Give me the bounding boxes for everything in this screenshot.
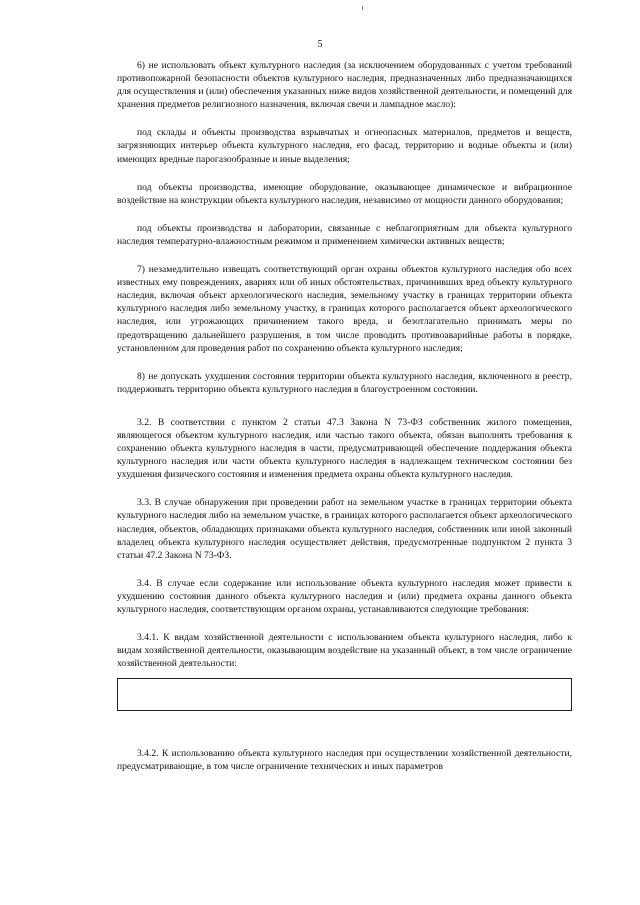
paragraph-3-3: 3.3. В случае обнаружения при проведении работ на земельном участке в границах территории объекта культурного наследия либо на земельном участке, в границах которого располагается объект археологического наследия, объектов, обладающих признаками объекта культурного наследия, собственник или иной законный владелец объекта культурного наследия осуществляет действия, предусмотренные подпунктом 2 пункта 3 статьи 47.2 Закона N 73-ФЗ.: [117, 497, 572, 561]
document-body: [117, 59, 572, 789]
paragraph-laboratories: под объекты производства и лаборатории, связанные с неблагоприятным для объекта культурного наследия температурно-влажностным режимом и применением химически активных веществ;: [117, 222, 572, 247]
paragraph-production-equipment: под объекты производства, имеющие оборудование, оказывающее динамическое и вибрационное воздействие на конструкции объекта культурного наследия, независимо от мощности данного оборудования;: [117, 181, 572, 206]
paragraph-3-2: 3.2. В соответствии с пунктом 2 статьи 47.3 Закона N 73-ФЗ собственник жилого помещения, являющегося объектом культурного наследия, или частью такого объекта, обязан выполнять требования к сохранению объекта культурного наследия в части, предусматривающей обеспечение поддержания объекта культурного наследия или части объекта культурного наследия в надлежащем техническом состоянии без ухудшения физического состояния и изменения предмета охраны объекта культурного наследия.: [117, 416, 572, 481]
paragraph-3-4-1: 3.4.1. К видам хозяйственной деятельности с использованием объекта культурного наследия, либо к видам хозяйственной деятельности, оказывающим воздействие на указанный объект, в том числе ограничение хозяйственной деятельности:: [117, 632, 572, 670]
paragraph-item-6: 6) не использовать объект культурного наследия (за исключением оборудованных с учетом требований противопожарной безопасности объектов культурного наследия, предназначенных либо предназначающихся для осуществления и (или) обеспечения указанных ниже видов хозяйственной деятельности, и помещений для хранения предметов религиозного назначения, включая свечи и лампадное масло):: [117, 60, 572, 111]
paragraph-item-8: 8) не допускать ухудшения состояния территории объекта культурного наследия, включенного в реестр, поддерживать территорию объекта культурного наследия в благоустроенном состоянии.: [117, 370, 572, 395]
paragraph-3-4-2: 3.4.2. К использованию объекта культурного наследия при осуществлении хозяйственной деятельности, предусматривающие, в том числе ограничение технических и иных параметров: [117, 748, 572, 773]
scan-mark: [362, 6, 363, 10]
page-number: 5: [317, 39, 323, 50]
paragraph-item-7: 7) незамедлительно извещать соответствующий орган охраны объектов культурного наследия обо всех известных ему повреждениях, авариях или об иных обстоятельствах, причинивших вред объекту культурного наследия, включая объект археологического наследия, земельному участку в границах территории объекта культурного наследия либо земельному участку, в границах которого располагается объект археологического наследия, или угрожающих причинением такого вреда, и безотлагательно принимать меры по предотвращению дальнейшего разрушения, в том числе проводить противоаварийные работы в порядке, установленном для проведения работ по сохранению объекта культурного наследия;: [117, 264, 572, 354]
requirements-field-box: [117, 678, 572, 711]
paragraph-3-4: 3.4. В случае если содержание или использование объекта культурного наследия может привести к ухудшению состояния данного объекта культурного наследия и (или) предмета охраны данного объекта культурного наследия, соответствующим органом охраны, устанавливаются следующие требования:: [117, 577, 572, 615]
paragraph-warehouses: под склады и объекты производства взрывчатых и огнеопасных материалов, предметов и веществ, загрязняющих интерьер объекта культурного наследия, его фасад, территорию и водные объекты и (или) имеющих вредные парогазообразные и иные выделения;: [117, 127, 572, 165]
